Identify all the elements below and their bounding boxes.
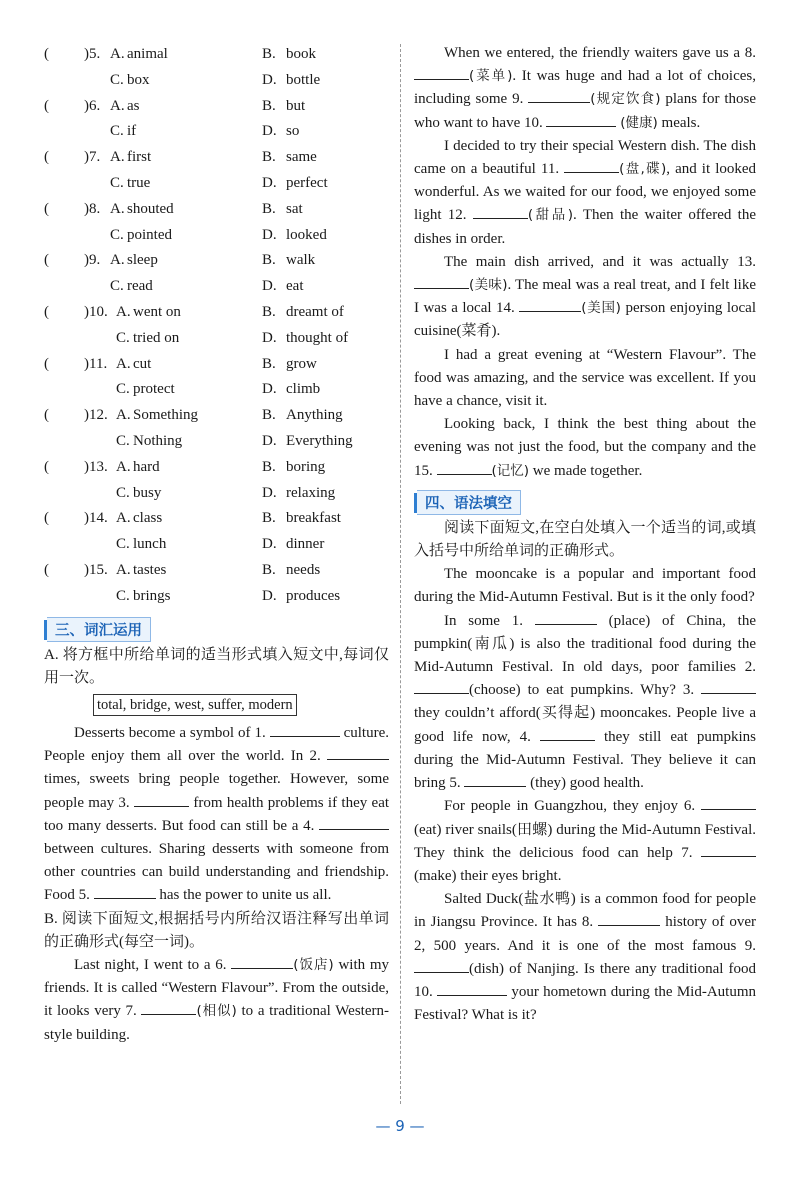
answer-blank[interactable]: [414, 65, 469, 80]
answer-blank[interactable]: [414, 679, 469, 694]
option-letter: D.: [262, 432, 277, 449]
option-letter: C.: [110, 226, 124, 243]
question-row: [44, 532, 389, 558]
answer-bracket[interactable]: (: [44, 149, 49, 166]
option-b[interactable]: boring: [286, 458, 326, 475]
option-letter: C.: [116, 484, 130, 501]
text-segment: river snails(田螺) during the Mid-Autumn Festival. They think the delicious food can help 7.: [414, 821, 756, 861]
hint: (饭店): [293, 956, 334, 973]
option-d[interactable]: produces: [286, 587, 341, 604]
text-segment: The main dish arrived, and it was actually 13.: [444, 253, 756, 270]
option-letter: B.: [262, 561, 276, 578]
hint: (make): [414, 867, 457, 884]
option-a[interactable]: sleep: [127, 252, 158, 269]
option-letter: C.: [116, 587, 130, 604]
spacer: [44, 119, 84, 145]
answer-bracket[interactable]: (: [44, 458, 49, 475]
question-row: [44, 506, 389, 532]
option-c[interactable]: brings: [133, 587, 171, 604]
question-row: [44, 42, 389, 68]
option-d[interactable]: perfect: [286, 174, 328, 191]
question-number: )6.: [84, 97, 101, 114]
option-a[interactable]: Something: [133, 407, 199, 424]
option-a[interactable]: tastes: [133, 561, 167, 578]
grammar-paragraph-2: [414, 610, 756, 796]
option-d[interactable]: dinner: [286, 536, 325, 553]
text-segment: good health.: [569, 775, 644, 792]
spacer: [84, 429, 116, 455]
text-segment: to eat pumpkins. Why? 3.: [527, 682, 695, 699]
option-letter: A.: [116, 303, 131, 320]
spacer: [44, 481, 84, 507]
hint: (they): [530, 775, 566, 792]
spacer: [44, 326, 84, 352]
option-b[interactable]: dreamt of: [286, 303, 344, 320]
option-d[interactable]: relaxing: [286, 484, 336, 501]
option-b[interactable]: book: [286, 46, 316, 62]
spacer: [84, 223, 110, 249]
question-number: )7.: [84, 149, 101, 166]
text-segment: their eyes bright.: [460, 867, 562, 884]
option-b[interactable]: same: [286, 149, 317, 166]
spacer: [84, 377, 116, 403]
option-d[interactable]: eat: [286, 278, 304, 295]
answer-bracket[interactable]: (: [44, 97, 49, 114]
answer-blank[interactable]: [598, 911, 660, 926]
text-segment: with my friends. It is called “Western Flavour”. From the outside, it looks very 7.: [44, 956, 389, 1020]
answer-blank[interactable]: [701, 679, 756, 694]
answer-bracket[interactable]: (: [44, 200, 49, 217]
grammar-paragraph-1: The mooncake is a popular and important food during the Mid-Autumn Festival. But is it the only food?: [414, 566, 756, 606]
part-a-instructions: A. 将方框中所给单词的适当形式填入短文中,每词仅用一次。: [44, 646, 389, 686]
column-divider: [400, 44, 401, 1104]
answer-blank[interactable]: [319, 815, 389, 830]
spacer: [84, 532, 116, 558]
answer-blank[interactable]: [564, 158, 619, 173]
part-b-paragraph-3: [414, 135, 756, 251]
hint: (place): [608, 612, 651, 629]
option-d[interactable]: so: [286, 123, 300, 140]
option-letter: B.: [262, 303, 276, 320]
answer-blank[interactable]: [270, 722, 340, 737]
option-letter: B.: [262, 149, 276, 166]
option-a[interactable]: class: [133, 510, 163, 527]
answer-blank[interactable]: [546, 112, 616, 127]
option-letter: C.: [110, 123, 124, 140]
option-a[interactable]: first: [127, 149, 152, 166]
question-row: [44, 300, 389, 326]
answer-blank[interactable]: [540, 726, 595, 741]
option-letter: A.: [110, 200, 125, 217]
option-a[interactable]: cut: [133, 355, 152, 372]
option-c[interactable]: box: [127, 71, 150, 88]
answer-blank[interactable]: [327, 745, 389, 760]
hint: (相似): [196, 1003, 237, 1020]
text-segment: between cultures. Sharing desserts with someone from other countries can build understanding and friendship. Food 5.: [44, 840, 389, 904]
option-c[interactable]: read: [127, 278, 153, 295]
text-segment: they still eat pumpkins during the Mid-Autumn Festival. They believe it can bring 5.: [414, 728, 757, 792]
hint: (菜单): [469, 68, 513, 85]
spacer: [44, 584, 84, 610]
hint: (choose): [469, 682, 521, 699]
option-letter: B.: [262, 97, 276, 114]
option-c[interactable]: protect: [133, 381, 175, 398]
option-d[interactable]: Everything: [286, 432, 353, 449]
choice-list: [44, 42, 389, 610]
option-b[interactable]: walk: [286, 252, 316, 269]
question-row: [44, 584, 389, 610]
right-column: [414, 42, 756, 1027]
question-row: [44, 94, 389, 120]
section-3-title: 三、词汇运用: [47, 617, 151, 642]
option-letter: C.: [110, 71, 124, 88]
option-a[interactable]: went on: [133, 303, 181, 320]
option-letter: D.: [262, 329, 277, 346]
question-number: )11.: [84, 355, 108, 372]
question-row: [44, 403, 389, 429]
spacer: [44, 429, 84, 455]
text-segment: For people in Guangzhou, they enjoy 6.: [444, 798, 696, 815]
section-4-header: [414, 489, 756, 517]
option-d[interactable]: bottle: [286, 71, 321, 88]
option-a[interactable]: hard: [133, 458, 160, 475]
option-c[interactable]: if: [127, 123, 137, 140]
text-segment: Looking back, I think the best thing about the evening was not just the food, but the company and the 15.: [414, 416, 756, 479]
text-segment: Last night, I went to a 6.: [74, 956, 227, 973]
answer-bracket[interactable]: (: [44, 407, 49, 424]
answer-blank[interactable]: [437, 460, 492, 475]
hint: (dish): [469, 960, 504, 977]
spacer: [84, 119, 110, 145]
text-segment: from health problems if they eat too many desserts. But food can still be a 4.: [44, 794, 390, 834]
text-segment: I decided to try their special Western dish. The dish came on a beautiful 11.: [414, 137, 756, 178]
question-row: [44, 558, 389, 584]
spacer: [84, 171, 110, 197]
option-letter: C.: [110, 278, 124, 295]
text-segment: times, sweets bring people together. However, some people may 3.: [44, 771, 389, 811]
option-letter: C.: [116, 381, 130, 398]
option-letter: B.: [262, 252, 276, 269]
spacer: [44, 274, 84, 300]
option-letter: C.: [110, 174, 124, 191]
section-3-header: [44, 616, 389, 644]
question-row: [44, 223, 389, 249]
option-c[interactable]: true: [127, 174, 151, 191]
option-b[interactable]: needs: [286, 561, 321, 578]
text-segment: Desserts become a symbol of 1.: [74, 724, 266, 741]
part-b-paragraph-6: [414, 413, 756, 483]
part-b-instructions: B. 阅读下面短文,根据括号内所给汉语注释写出单词的正确形式(每空一词)。: [44, 910, 389, 950]
option-letter: B.: [262, 510, 276, 527]
question-row: [44, 171, 389, 197]
answer-blank[interactable]: [528, 88, 590, 103]
part-b-paragraph-4: [414, 251, 756, 344]
text-segment: culture. People enjoy them all over the world. In 2.: [44, 724, 389, 765]
text-segment: , and it looked wonderful. As we waited for our food, we enjoyed some light 12.: [414, 161, 757, 224]
hint: (eat): [414, 821, 442, 838]
option-letter: D.: [262, 536, 277, 553]
text-segment: of China, the pumpkin(南瓜) is also the traditional food during the Mid-Autumn Festival. In old days, poor families 2.: [414, 612, 757, 676]
grammar-paragraph-4: [414, 888, 756, 1027]
option-b[interactable]: but: [286, 97, 306, 114]
text-segment: plans for those who want to have 10.: [414, 91, 756, 131]
option-c[interactable]: lunch: [133, 536, 167, 553]
answer-blank[interactable]: [701, 842, 756, 857]
spacer: [44, 68, 84, 94]
option-letter: B.: [262, 458, 276, 475]
text-segment: In some 1.: [444, 612, 523, 629]
question-row: [44, 326, 389, 352]
section-4-instructions: 阅读下面短文,在空白处填入一个适当的词,或填入括号中所给单词的正确形式。: [414, 519, 756, 560]
answer-blank[interactable]: [134, 792, 189, 807]
question-number: )8.: [84, 200, 101, 217]
hint: (健康): [620, 114, 658, 131]
question-number: )13.: [84, 458, 108, 475]
left-column: [44, 42, 389, 1047]
option-c[interactable]: tried on: [133, 329, 180, 346]
answer-blank[interactable]: [231, 954, 293, 969]
option-letter: C.: [116, 432, 130, 449]
text-segment: of Nanjing. Is there any traditional food 10.: [414, 960, 757, 1000]
question-number: )15.: [84, 561, 108, 578]
answer-blank[interactable]: [519, 297, 581, 312]
part-a-passage: [44, 722, 389, 908]
hint: (规定饮食): [590, 91, 661, 108]
text-segment: When we entered, the friendly waiters gave us a 8.: [444, 45, 756, 61]
option-a[interactable]: animal: [127, 46, 168, 62]
question-row: [44, 352, 389, 378]
option-letter: D.: [262, 587, 277, 604]
option-letter: A.: [116, 407, 131, 424]
option-c[interactable]: Nothing: [133, 432, 183, 449]
answer-blank[interactable]: [535, 610, 597, 625]
option-letter: B.: [262, 46, 276, 62]
option-letter: A.: [110, 46, 125, 62]
option-letter: D.: [262, 381, 277, 398]
text-segment: your hometown during the Mid-Autumn Festival? What is it?: [414, 983, 756, 1024]
option-letter: D.: [262, 123, 277, 140]
question-row: [44, 377, 389, 403]
answer-blank[interactable]: [414, 958, 469, 973]
text-segment: we made together.: [532, 462, 643, 479]
option-letter: A.: [116, 355, 131, 372]
option-letter: C.: [116, 536, 130, 553]
part-b-paragraph-2: [414, 42, 756, 135]
option-letter: D.: [262, 484, 277, 501]
section-4-title: 四、语法填空: [417, 490, 521, 515]
question-row: [44, 274, 389, 300]
spacer: [44, 171, 84, 197]
spacer: [84, 274, 110, 300]
question-row: [44, 248, 389, 274]
option-d[interactable]: thought of: [286, 329, 349, 346]
question-number: )5.: [84, 46, 101, 62]
spacer: [44, 223, 84, 249]
option-d[interactable]: looked: [286, 226, 327, 243]
answer-blank[interactable]: [701, 795, 756, 810]
text-segment: . The meal was a real treat, and I felt like I was a local 14.: [414, 277, 756, 317]
question-number: )14.: [84, 510, 108, 527]
text-segment: meals.: [661, 114, 701, 131]
option-letter: A.: [110, 149, 125, 166]
option-letter: A.: [116, 510, 131, 527]
answer-blank[interactable]: [141, 1000, 196, 1015]
option-letter: A.: [116, 458, 131, 475]
option-letter: C.: [116, 329, 130, 346]
option-letter: B.: [262, 200, 276, 217]
option-letter: A.: [116, 561, 131, 578]
grammar-paragraph-3: [414, 795, 756, 888]
part-b-paragraph-5: I had a great evening at “Western Flavour”. The food was amazing, and the service was excellent. If you have a chance, visit it.: [414, 346, 756, 410]
question-row: [44, 429, 389, 455]
answer-blank[interactable]: [464, 772, 526, 787]
hint: (盘,碟): [619, 161, 667, 178]
page-number: — 9 —: [375, 1117, 425, 1135]
part-b-paragraph-1: [44, 954, 389, 1047]
text-segment: . Then the waiter offered the dishes in order.: [414, 207, 756, 247]
answer-blank[interactable]: [94, 884, 156, 899]
question-number: )10.: [84, 303, 108, 320]
text-segment: . It was huge and had a lot of choices, including some 9.: [414, 68, 756, 108]
question-number: )9.: [84, 252, 101, 269]
answer-blank[interactable]: [414, 274, 469, 289]
answer-bracket[interactable]: (: [44, 252, 49, 269]
answer-bracket[interactable]: (: [44, 303, 49, 320]
text-segment: has the power to unite us all.: [159, 887, 332, 904]
spacer: [84, 326, 116, 352]
question-row: [44, 68, 389, 94]
question-number: )12.: [84, 407, 108, 424]
option-b[interactable]: Anything: [286, 407, 343, 424]
hint: (美味): [469, 277, 508, 294]
question-row: [44, 197, 389, 223]
option-b[interactable]: grow: [286, 355, 317, 372]
text-segment: to a traditional Western-style building.: [44, 1003, 389, 1043]
spacer: [44, 377, 84, 403]
spacer: [84, 584, 116, 610]
option-a[interactable]: as: [127, 97, 140, 114]
option-c[interactable]: pointed: [127, 226, 172, 243]
option-letter: D.: [262, 278, 277, 295]
option-letter: B.: [262, 355, 276, 372]
answer-bracket[interactable]: (: [44, 46, 49, 62]
option-c[interactable]: busy: [133, 484, 162, 501]
question-row: [44, 145, 389, 171]
question-row: [44, 455, 389, 481]
option-b[interactable]: sat: [286, 200, 303, 217]
option-letter: D.: [262, 174, 277, 191]
word-box: total, bridge, west, suffer, modern: [93, 694, 297, 716]
hint: (记忆): [491, 462, 530, 479]
text-segment: history of over 2, 500 years. And it is one of the most famous 9.: [414, 914, 757, 954]
text-segment: they couldn’t afford(买得起) mooncakes. People live a good life now, 4.: [414, 705, 756, 745]
option-letter: A.: [110, 252, 125, 269]
spacer: [84, 68, 110, 94]
option-d[interactable]: climb: [286, 381, 321, 398]
answer-blank[interactable]: [437, 981, 507, 996]
option-letter: A.: [110, 97, 125, 114]
question-row: [44, 119, 389, 145]
option-a[interactable]: shouted: [127, 200, 174, 217]
answer-bracket[interactable]: (: [44, 355, 49, 372]
option-letter: B.: [262, 407, 276, 424]
spacer: [44, 532, 84, 558]
option-letter: D.: [262, 226, 277, 243]
option-letter: D.: [262, 71, 277, 88]
answer-blank[interactable]: [473, 204, 528, 219]
spacer: [84, 481, 116, 507]
option-b[interactable]: breakfast: [286, 510, 341, 527]
hint: (甜品): [527, 207, 574, 224]
answer-bracket[interactable]: (: [44, 561, 49, 578]
answer-bracket[interactable]: (: [44, 510, 49, 527]
question-row: [44, 481, 389, 507]
text-segment: Salted Duck(盐水鸭) is a common food for people in Jiangsu Province. It has 8.: [414, 891, 756, 931]
hint: (美国): [581, 300, 621, 317]
text-segment: person enjoying local cuisine(菜肴).: [414, 300, 757, 340]
